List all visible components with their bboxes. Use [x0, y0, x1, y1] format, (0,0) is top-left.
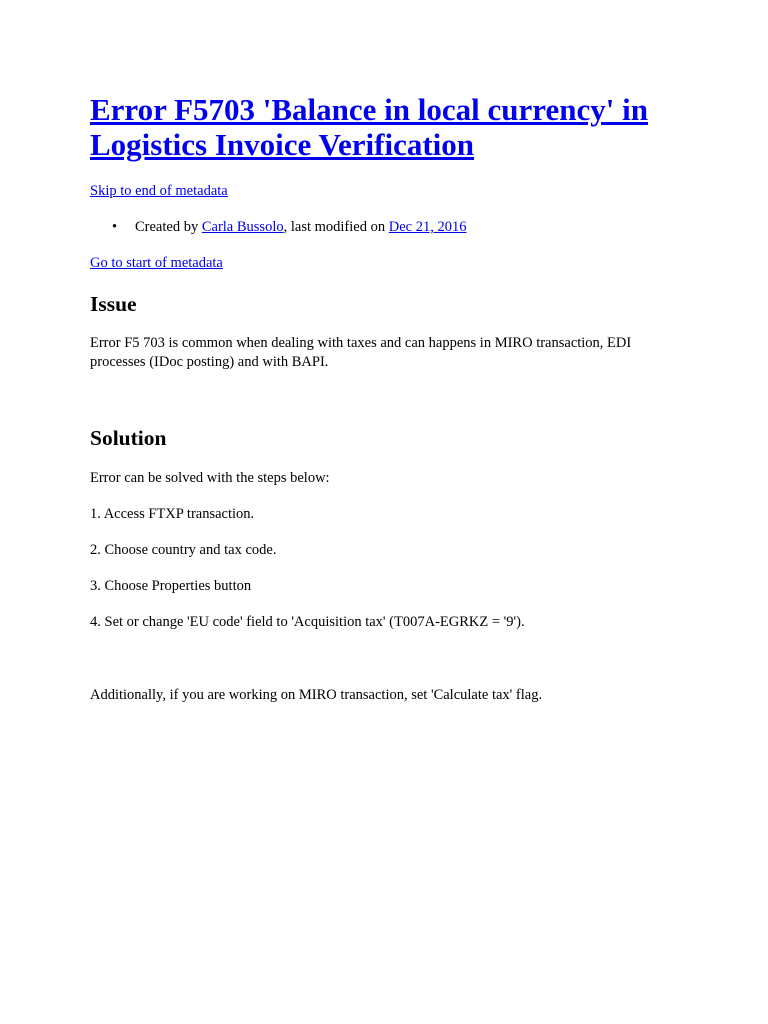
created-by-prefix: Created by: [135, 219, 202, 235]
solution-step-1: 1. Access FTXP transaction.: [90, 506, 255, 522]
go-to-start-of-metadata-link[interactable]: Go to start of metadata: [90, 255, 223, 271]
solution-step-3: 3. Choose Properties button: [90, 578, 252, 594]
modified-date-link[interactable]: Dec 21, 2016: [388, 219, 467, 235]
solution-step-4: 4. Set or change 'EU code' field to 'Acquisition tax' (T007A-EGRKZ = '9').: [90, 614, 525, 630]
issue-text: Error F5 703 is common when dealing with taxes and can happens in MIRO transaction, EDI processes (IDoc posting) and with BAPI.: [90, 335, 632, 370]
page-title-link[interactable]: Error F5703 'Balance in local currency' in Logistics Invoice Verification: [90, 92, 648, 162]
solution-heading: Solution: [90, 426, 167, 450]
solution-intro: Error can be solved with the steps below:: [90, 470, 330, 486]
issue-heading: Issue: [90, 292, 137, 316]
additional-note: Additionally, if you are working on MIRO transaction, set 'Calculate tax' flag.: [90, 687, 543, 703]
metadata-list: [90, 218, 466, 237]
skip-to-end-of-metadata-link[interactable]: Skip to end of metadata: [90, 183, 228, 199]
solution-step-2: 2. Choose country and tax code.: [90, 542, 277, 558]
skip-metadata-row: [90, 182, 228, 201]
goto-metadata-row: [90, 254, 223, 273]
author-link[interactable]: Carla Bussolo: [201, 219, 284, 235]
page-title: [90, 92, 710, 162]
bullet-icon: •: [112, 219, 118, 235]
modified-prefix: , last modified on: [283, 219, 389, 235]
metadata-item: [90, 218, 466, 237]
